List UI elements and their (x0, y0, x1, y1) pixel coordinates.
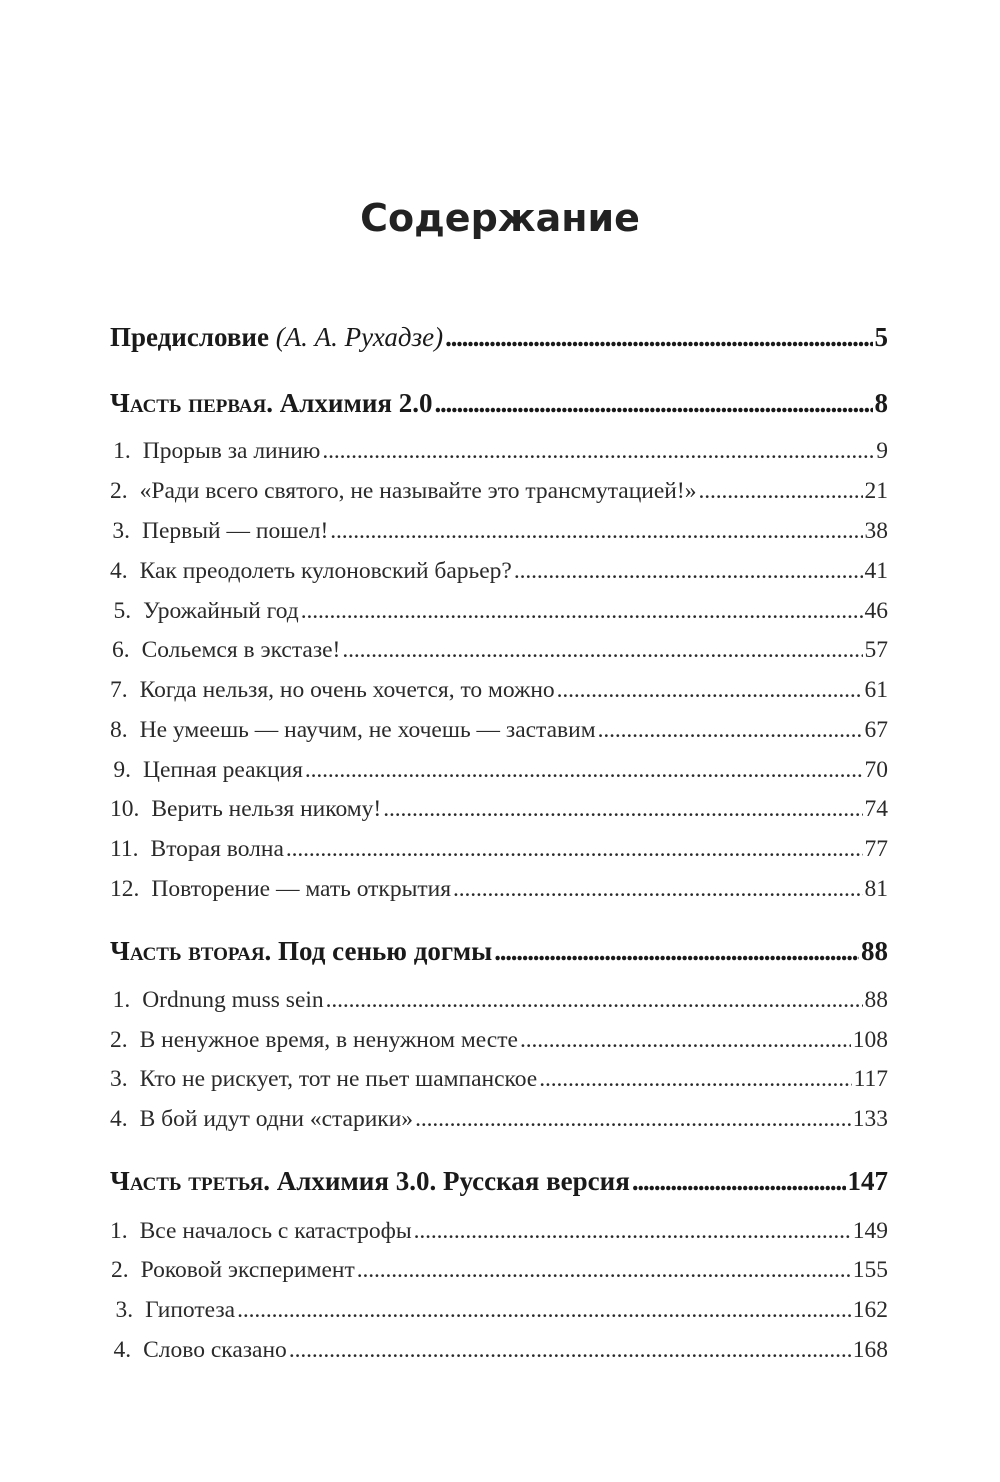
chapter-number: 4. (110, 1106, 128, 1132)
page-number: 41 (864, 558, 888, 584)
dot-leader (453, 876, 862, 903)
part-label (110, 1166, 630, 1197)
page-number: 147 (847, 1166, 888, 1196)
dot-leader (520, 1027, 851, 1054)
chapter-number: 4. (113, 1337, 132, 1363)
page-number: 9 (876, 438, 888, 464)
toc-chapter[interactable] (110, 757, 888, 789)
chapter-number: 1. (112, 987, 131, 1013)
dot-leader (557, 677, 863, 704)
chapter-title: Сольемся в экстазе! (141, 637, 341, 663)
page-number: 57 (864, 637, 888, 663)
toc-chapter[interactable] (110, 478, 888, 510)
page-number: 5 (874, 322, 888, 352)
chapter-number: 7. (110, 677, 128, 703)
chapter-number: 5. (113, 598, 132, 624)
chapter-title: Как преодолеть кулоновский барьер? (139, 558, 512, 584)
page-number: 162 (852, 1297, 888, 1323)
dot-leader (326, 987, 863, 1014)
toc-chapter[interactable] (110, 1106, 888, 1138)
part-prefix: Часть вторая. (110, 936, 272, 966)
page-number: 38 (864, 518, 888, 544)
dot-leader (330, 518, 862, 545)
part-prefix: Часть первая. (110, 388, 274, 418)
chapter-title: Прорыв за линию (142, 438, 321, 464)
page-title: Содержание (360, 196, 640, 240)
chapter-number: 8. (110, 717, 128, 743)
dot-leader (445, 322, 872, 353)
dot-leader (698, 478, 862, 505)
dot-leader (322, 438, 874, 465)
toc-chapter[interactable] (110, 836, 888, 868)
dot-leader (301, 598, 863, 625)
chapter-title: «Ради всего святого, не называйте это трансмутацией!» (139, 478, 697, 504)
chapter-number: 12. (110, 876, 140, 902)
chapter-number: 6. (111, 637, 130, 663)
toc-chapter[interactable] (110, 1027, 888, 1059)
chapter-number: 2. (110, 478, 128, 504)
part-title: Алхимия 2.0 (279, 388, 433, 418)
page-number: 46 (864, 598, 888, 624)
page-number: 70 (864, 757, 888, 783)
toc-chapter[interactable] (110, 987, 888, 1019)
dot-leader (514, 558, 863, 585)
chapter-number: 3. (110, 1066, 128, 1092)
chapter-title: В бой идут одни «старики» (139, 1106, 414, 1132)
toc-chapter[interactable] (110, 1218, 888, 1250)
chapter-title: В ненужное время, в ненужном месте (139, 1027, 518, 1053)
chapter-number: 2. (110, 1027, 128, 1053)
chapter-title: Роковой эксперимент (140, 1257, 355, 1283)
dot-leader (415, 1106, 851, 1133)
chapter-title: Вторая волна (150, 836, 284, 862)
page-number: 88 (864, 987, 888, 1013)
chapter-title: Урожайный год (143, 598, 299, 624)
toc-chapter[interactable] (110, 717, 888, 749)
chapter-number: 3. (112, 518, 131, 544)
page-number: 8 (874, 388, 888, 418)
chapter-title: Повторение — мать открытия (151, 876, 452, 902)
part-title: Алхимия 3.0. Русская версия (276, 1166, 630, 1196)
chapter-number: 10. (110, 796, 140, 822)
toc-part[interactable] (110, 388, 888, 424)
chapter-title: Слово сказано (143, 1337, 287, 1363)
dot-leader (342, 637, 862, 664)
dot-leader (435, 388, 873, 419)
toc-chapter[interactable] (110, 1066, 888, 1098)
dot-leader (494, 936, 859, 967)
chapter-title: Кто не рискует, тот не пьет шампанское (139, 1066, 538, 1092)
page-number: 21 (864, 478, 888, 504)
page-number: 88 (861, 936, 888, 966)
chapter-title: Ordnung muss sein (142, 987, 324, 1013)
dot-leader (598, 717, 863, 744)
page-number: 77 (864, 836, 888, 862)
dot-leader (289, 1337, 851, 1364)
toc-chapter[interactable] (110, 876, 888, 908)
chapter-number: 9. (113, 757, 131, 783)
dot-leader (237, 1297, 851, 1324)
chapter-title: Не умеешь — научим, не хочешь — заставим (139, 717, 596, 743)
page-number: 133 (852, 1106, 888, 1132)
page-number: 149 (852, 1218, 888, 1244)
part-label (110, 936, 492, 967)
chapter-number: 11. (110, 836, 139, 862)
page-number: 67 (864, 717, 888, 743)
page-number: 155 (852, 1257, 888, 1283)
dot-leader (414, 1218, 851, 1245)
preface-author: (А. А. Рухадзе) (275, 322, 444, 352)
chapter-number: 2. (110, 1257, 129, 1283)
chapter-title: Первый — пошел! (142, 518, 329, 544)
toc-chapter[interactable] (110, 598, 888, 630)
page-number: 74 (864, 796, 888, 822)
dot-leader (383, 796, 862, 823)
part-title: Под сенью догмы (278, 936, 493, 966)
chapter-title: Цепная реакция (142, 757, 303, 783)
preface-label: Предисловие (А. А. Рухадзе) (110, 322, 444, 352)
toc-chapter[interactable] (110, 637, 888, 669)
toc-chapter[interactable] (110, 677, 888, 709)
part-label (110, 388, 433, 419)
chapter-number: 1. (110, 1218, 128, 1244)
chapter-number: 1. (113, 438, 131, 464)
chapter-title: Когда нельзя, но очень хочется, то можно (139, 677, 555, 703)
toc-chapter[interactable] (110, 558, 888, 590)
dot-leader (539, 1066, 851, 1093)
page-number: 117 (853, 1066, 888, 1092)
dot-leader (286, 836, 863, 863)
chapter-title: Все началось с катастрофы (139, 1218, 412, 1244)
part-prefix: Часть третья. (110, 1166, 270, 1196)
toc-chapter[interactable] (110, 438, 888, 470)
page-number: 81 (864, 876, 888, 902)
chapter-number: 3. (115, 1297, 134, 1323)
toc-chapter[interactable] (110, 1297, 888, 1329)
toc-part[interactable] (110, 1166, 888, 1202)
page-number: 61 (864, 677, 888, 703)
toc-preface[interactable] (110, 322, 888, 358)
chapter-number: 4. (110, 558, 128, 584)
chapter-title: Верить нельзя никому! (151, 796, 382, 822)
dot-leader (357, 1257, 851, 1284)
toc-part[interactable] (110, 936, 888, 972)
toc-chapter[interactable] (110, 796, 888, 828)
toc-chapter[interactable] (110, 518, 888, 550)
dot-leader (632, 1166, 846, 1197)
chapter-title: Гипотеза (145, 1297, 236, 1323)
toc-chapter[interactable] (110, 1337, 888, 1369)
toc-chapter[interactable] (110, 1257, 888, 1289)
page-number: 168 (852, 1337, 888, 1363)
dot-leader (305, 757, 863, 784)
page-number: 108 (852, 1027, 888, 1053)
